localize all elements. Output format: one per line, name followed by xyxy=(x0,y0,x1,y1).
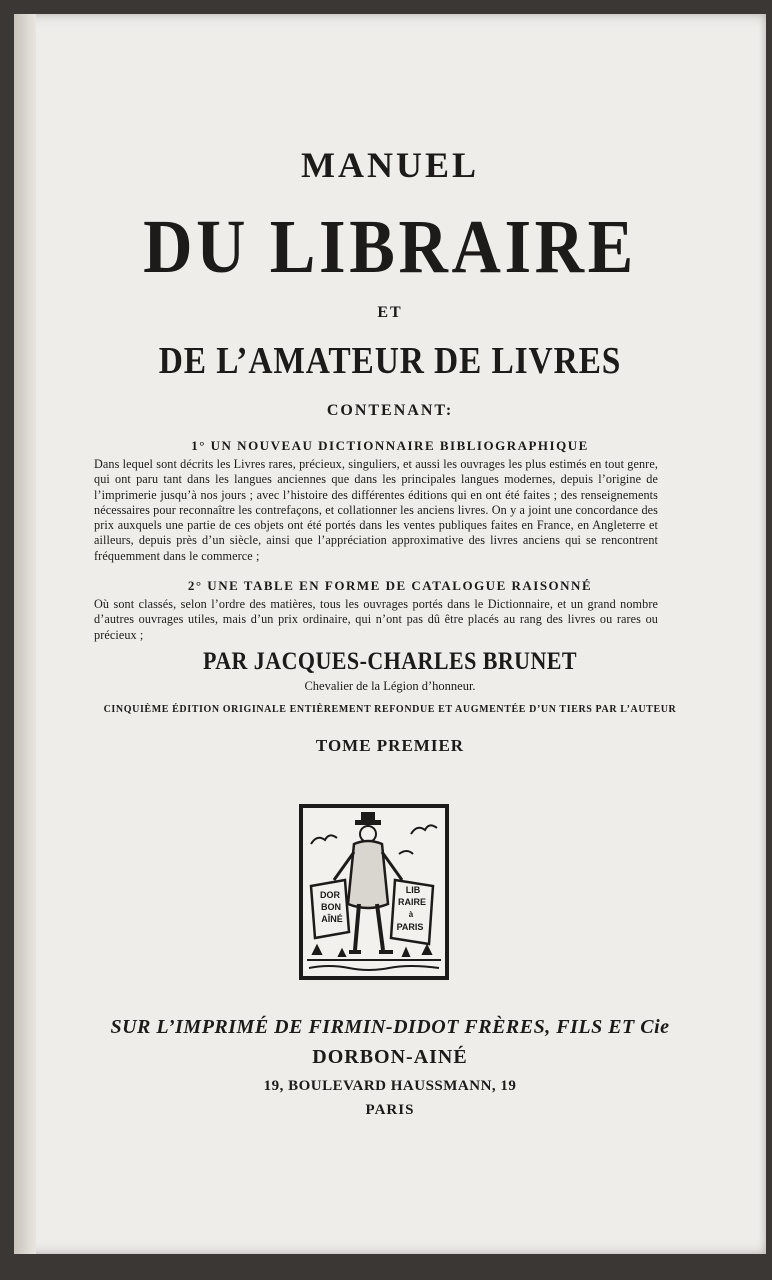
printer-line: SUR L’IMPRIMÉ DE FIRMIN-DIDOT FRÈRES, FILS ET Cie xyxy=(110,1016,670,1038)
title-line-manuel: MANUEL xyxy=(301,145,479,185)
author-name: PAR JACQUES-CHARLES BRUNET xyxy=(202,648,578,675)
section1-heading: 1° UN NOUVEAU DICTIONNAIRE BIBLIOGRAPHIQUE xyxy=(191,438,589,453)
right-sign-line-2: RAIRE xyxy=(397,897,427,907)
emblem-right-sign xyxy=(391,880,433,944)
left-sign-line-3: AÎNÉ xyxy=(321,914,343,924)
edition-statement: CINQUIÈME ÉDITION ORIGINALE ENTIÈREMENT REFONDUE ET AUGMENTÉE D’UN TIERS PAR L’AUTEUR xyxy=(103,704,677,715)
main-title: DU LIBRAIRE xyxy=(143,205,637,289)
publisher-name: DORBON-AINÉ xyxy=(312,1046,468,1068)
left-sign-line-1: DOR xyxy=(320,890,340,900)
left-sign-line-2: BON xyxy=(321,902,341,912)
section2-text: Où sont classés, selon l’ordre des matières, tous les ouvrages portés dans le Dictionnaire, et un grand nombre d’autres ouvrages utiles, mais d’un prix ordinaire, qui n’ont pas dû être placés au rang des livres ou rares ou précieux ; xyxy=(94,597,658,642)
volume-label: TOME PREMIER xyxy=(315,736,465,755)
section1-text: Dans lequel sont décrits les Livres rares, précieux, singuliers, et aussi les ouvrages les plus estimés en tout genre, qui ont paru tant dans les langues anciennes que dans les principales langues modernes, depuis l’origine de l’imprimerie jusqu’à nos jours ; avec l’histoire des différentes éditions qui en ont été faites ; des renseignements nécessaires pour reconnaître les contrefaçons, et collationner les anciens livres. On y a joint une concordance des prix auxquels une partie de ces objets ont été portés dans les ventes publiques faites en France, en Angleterre et ailleurs, depuis près d’un siècle, ainsi que l’appréciation approximative des livres anciens qui se rencontrent fréquemment dans le commerce ; xyxy=(94,457,658,563)
publisher-address: 19, BOULEVARD HAUSSMANN, 19 xyxy=(263,1078,517,1094)
right-sign-line-3: à xyxy=(408,910,414,919)
author-honorific: Chevalier de la Légion d’honneur. xyxy=(304,679,476,693)
section2-heading: 2° UNE TABLE EN FORME DE CATALOGUE RAISONNÉ xyxy=(187,578,593,593)
emblem-left-sign xyxy=(311,880,349,938)
printer-emblem-woodcut xyxy=(299,804,449,980)
subtitle: DE L’AMATEUR DE LIVRES xyxy=(158,340,622,382)
title-conjunction: ET xyxy=(377,304,403,321)
publisher-city: PARIS xyxy=(365,1102,415,1118)
right-sign-line-4: PARIS xyxy=(396,922,424,932)
book-page xyxy=(14,14,766,1254)
contents-heading: CONTENANT: xyxy=(326,402,454,419)
right-sign-line-1: LIB xyxy=(405,885,421,895)
